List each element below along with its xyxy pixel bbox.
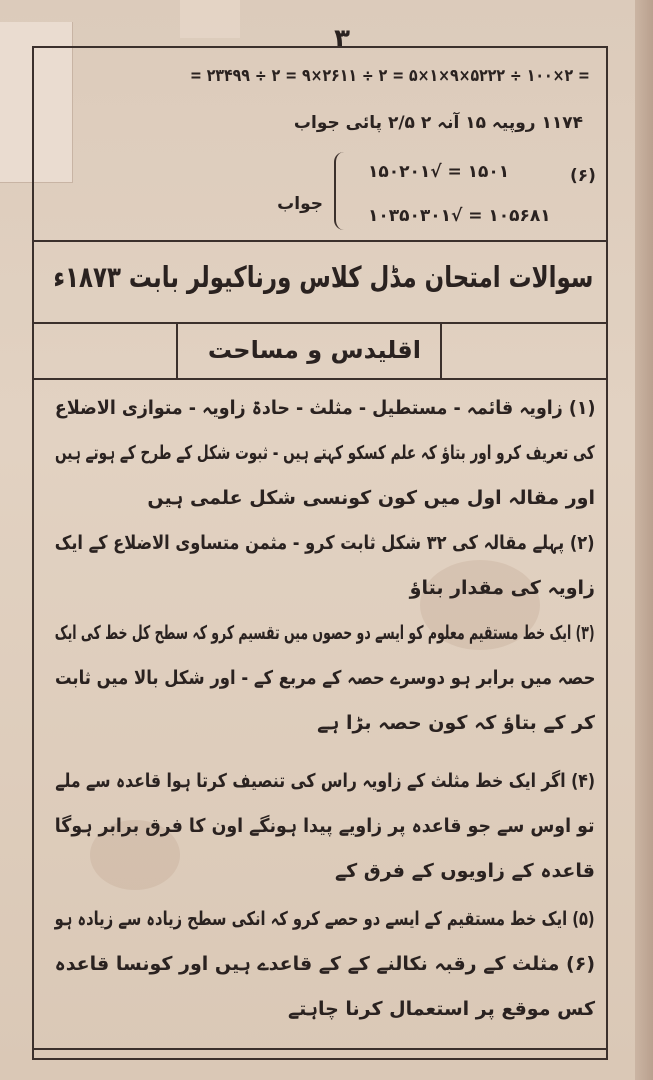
square-root-row-2: ۱۰۳۵۰۳۰۱√ = ۱۰۵۶۸۱ xyxy=(368,206,551,226)
question-4-line-3: قاعدہ کے زاویوں کے فرق کے xyxy=(334,860,595,882)
rule-after-calculation xyxy=(32,240,606,242)
exam-title: سوالات امتحان مڈل کلاس ورناکیولر بابت ۱۸۷۳ء xyxy=(53,260,594,294)
question-2-line-1: (۲) پہلے مقالہ کی ۳۲ شکل ثابت کرو - مثمن متساوی الاضلاع کے ایک xyxy=(55,532,595,554)
page-number: ۳ xyxy=(334,24,350,54)
binding-edge xyxy=(635,0,653,1080)
question-5-line-1: (۵) ایک خط مستقیم کے ایسے دو حصے کرو کہ انکی سطح زیادہ سے زیادہ ہو xyxy=(54,908,595,930)
paper-tab xyxy=(180,0,240,38)
question-4-line-1: (۴) اگر ایک خط مثلث کے زاویہ راس کی تنصیف کرتا ہوا قاعدہ سے ملے xyxy=(55,770,595,792)
question-6-line-2: کس موقع پر استعمال کرنا چاہتے xyxy=(287,998,595,1020)
answer-label: جواب xyxy=(277,194,323,214)
question-3-line-2: حصہ میں برابر ہو دوسرے حصہ کے مربع کے - اور شکل بالا میں ثابت xyxy=(54,667,595,689)
rule-after-title xyxy=(32,322,606,324)
question-4-line-2: تو اوس سے جو قاعدہ پر زاویے پیدا ہونگے اون کا فرق برابر ہوگا xyxy=(55,815,595,837)
calculation-line-1: = ۲۳۴۹۹ ÷ ۲ = ۹×۲۶۱۱ ÷ ۲ = ۵×۱×۹×۵۲۲۲ ÷ ۱۰۰×۲ = xyxy=(190,66,590,86)
question-1-line-3: اور مقالہ اول میں کون کونسی شکل علمی ہیں xyxy=(147,487,595,509)
question-3-line-3: کر کے بتاؤ کہ کون حصہ بڑا ہے xyxy=(317,712,595,734)
question-1-line-1: (۱) زاویہ قائمہ - مستطیل - مثلث - حادۃ زاویہ - متوازی الاضلاع xyxy=(54,397,595,419)
subject-box-right xyxy=(440,322,442,380)
subject-title: اقلیدس و مساحت xyxy=(207,336,421,364)
question-6-line-1: (۶) مثلث کے رقبہ نکالنے کے کے قاعدے ہیں اور کونسا قاعدہ xyxy=(54,953,595,975)
question-1-line-2: کی تعریف کرو اور بتاؤ کہ علم کسکو کہتے ہیں - ثبوت شکل کے طرح کے ہوتے ہیں xyxy=(55,442,595,464)
square-root-row-1: ۱۵۰۲۰۱√ = ۱۵۰۱ xyxy=(368,162,510,182)
answer-brace xyxy=(334,152,354,230)
calculation-answer-line: ۱۱۷۴ روپیہ ۱۵ آنہ ۲ ۲/۵ پائی جواب xyxy=(293,113,583,133)
question-3-line-1: (۳) ایک خط مستقیم معلوم کو ایسے دو حصوں میں تقسیم کرو کہ سطح کل خط کی ایک xyxy=(55,622,595,644)
rule-bottom xyxy=(32,1048,606,1050)
subject-box-left xyxy=(176,322,178,380)
question-6-number: (۶) xyxy=(570,166,596,186)
question-2-line-2: زاویہ کی مقدار بتاؤ xyxy=(409,577,595,599)
rule-after-subject xyxy=(32,378,606,380)
